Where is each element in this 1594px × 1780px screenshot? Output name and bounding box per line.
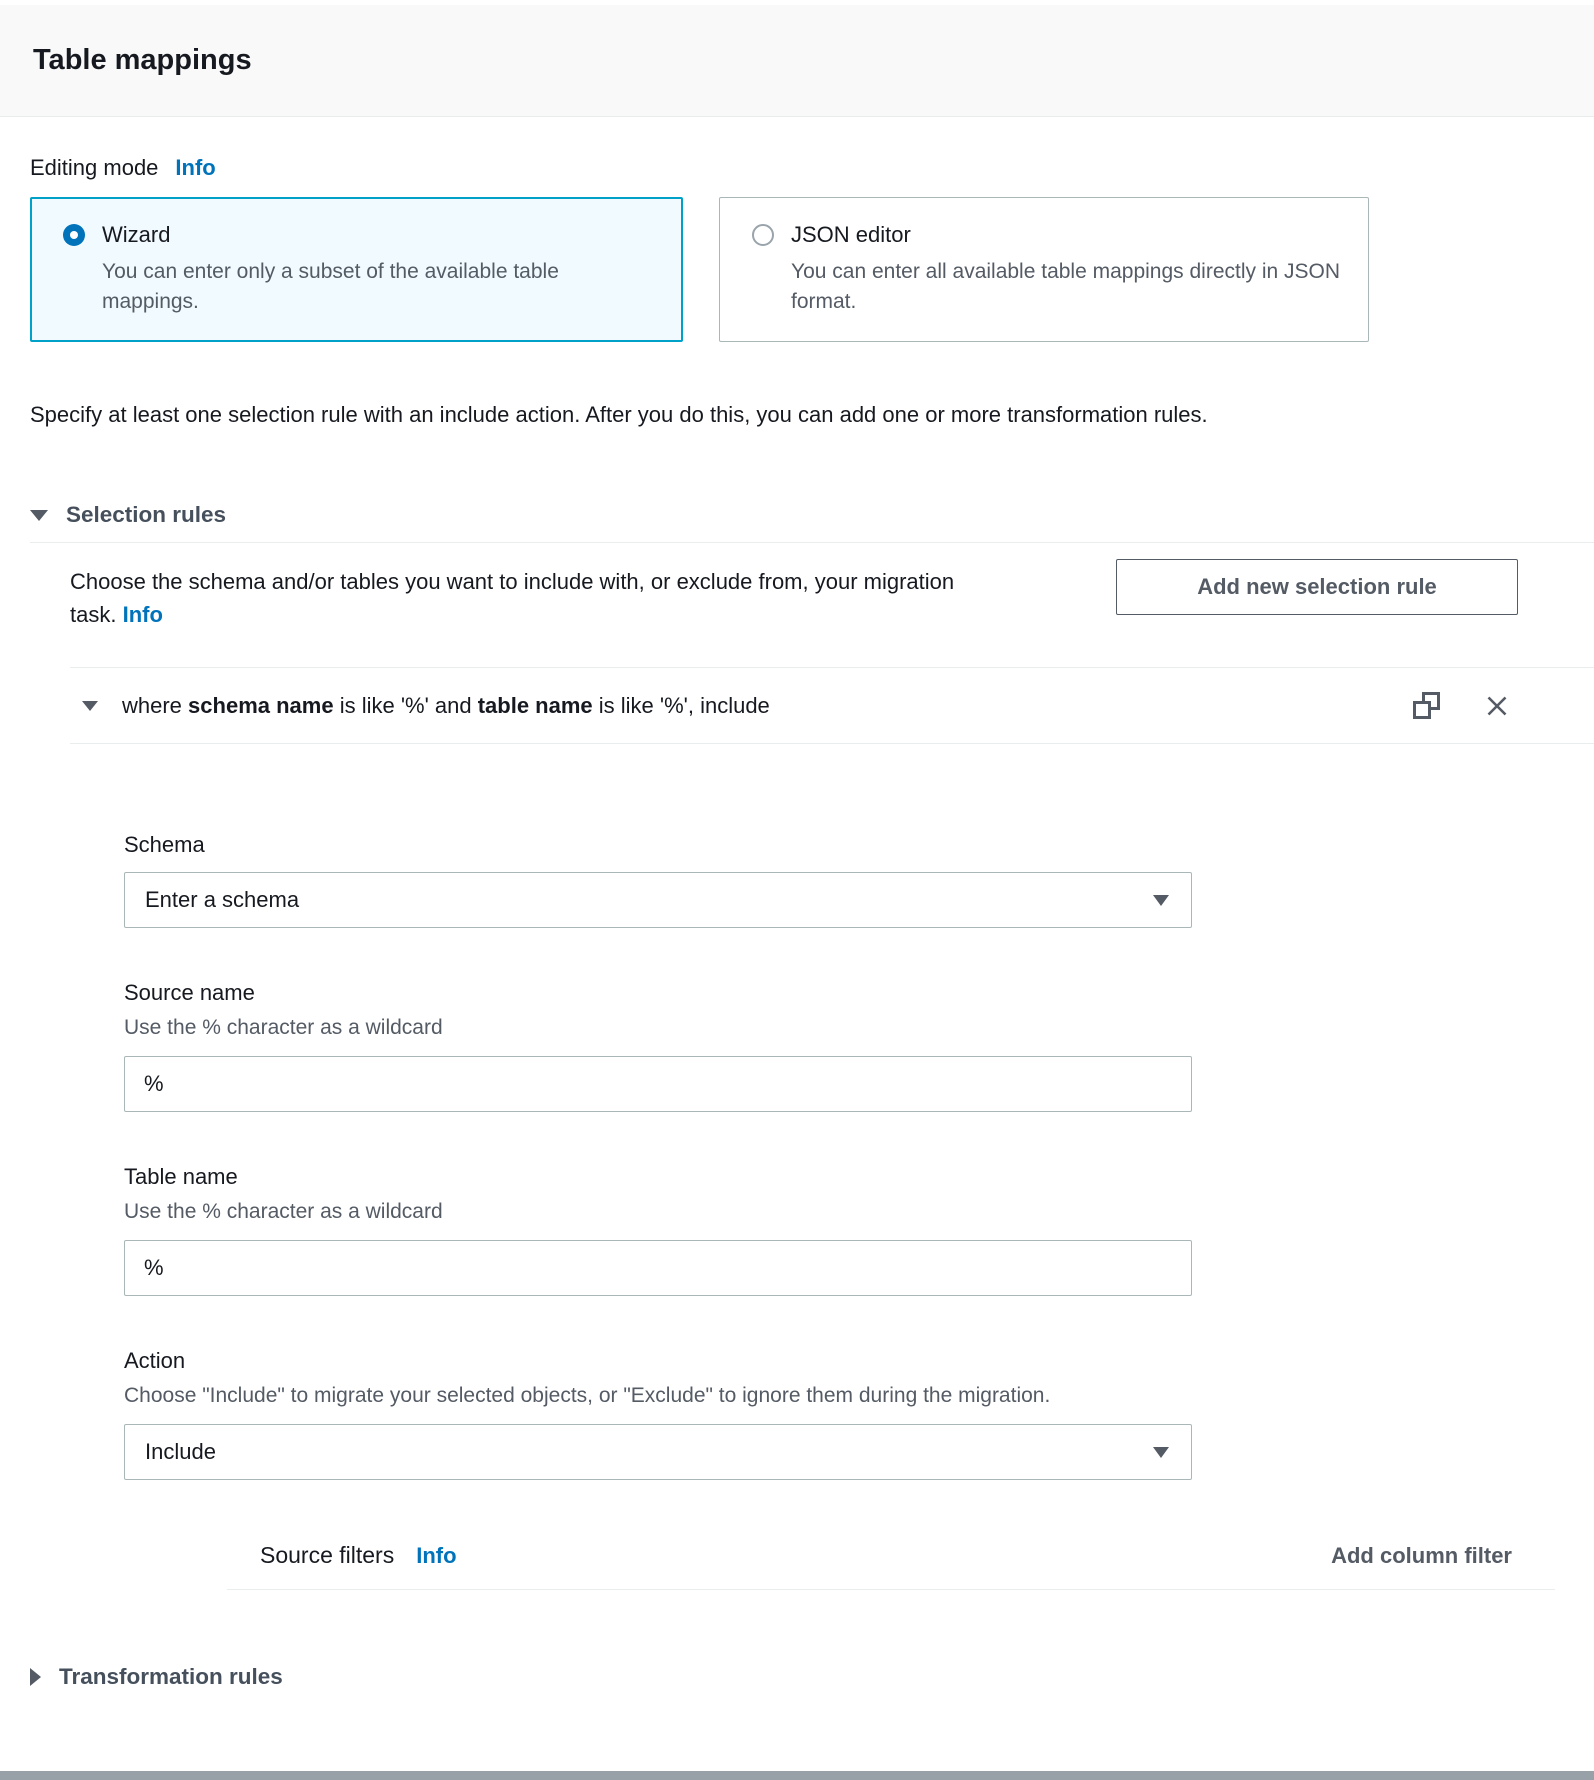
- rule-summary-tail: is like '%', include: [592, 692, 770, 718]
- duplicate-rule-icon[interactable]: [1413, 692, 1440, 719]
- rule-summary-table-field: table name: [477, 692, 593, 718]
- editing-mode-options: [30, 197, 1564, 342]
- action-select[interactable]: [124, 1424, 1192, 1480]
- caret-right-icon: [30, 1668, 41, 1686]
- table-name-field: [124, 1164, 1564, 1296]
- chevron-down-icon: [1153, 895, 1169, 906]
- source-name-label: Source name: [124, 980, 255, 1006]
- remove-rule-icon[interactable]: [1484, 693, 1510, 719]
- chevron-down-icon: [1153, 1447, 1169, 1458]
- add-selection-rule-button[interactable]: Add new selection rule: [1116, 559, 1518, 615]
- wizard-option-description: You can enter only a subset of the available table mappings.: [102, 260, 559, 313]
- selection-rules-header[interactable]: [30, 502, 1564, 528]
- json-editor-option-description: You can enter all available table mappings directly in JSON format.: [791, 260, 1341, 313]
- rule-caret-down-icon[interactable]: [82, 701, 98, 711]
- schema-label: Schema: [124, 832, 205, 858]
- action-label: Action: [124, 1348, 186, 1374]
- action-hint: Choose "Include" to migrate your selected objects, or "Exclude" to ignore them during the migration.: [124, 1384, 1051, 1408]
- rule-form: [124, 832, 1564, 1590]
- copy-icon-front-square: [1413, 701, 1431, 719]
- bottom-bar: [0, 1771, 1594, 1780]
- selection-rule-card: [70, 667, 1564, 1590]
- selection-rules-title: Selection rules: [66, 502, 227, 528]
- source-name-field: [124, 980, 1564, 1112]
- json-editor-option-head: [752, 222, 1344, 248]
- editing-mode-label: Editing mode: [30, 155, 159, 180]
- editing-mode-row: [30, 155, 1564, 181]
- intro-text: Specify at least one selection rule with an include action. After you do this, you can add one or more transformation rules.: [30, 402, 1208, 427]
- source-filters-section: [260, 1542, 1564, 1590]
- rule-summary: [122, 693, 770, 719]
- wizard-radio[interactable]: [63, 224, 85, 246]
- rule-summary-mid: is like '%' and: [333, 692, 478, 718]
- caret-down-icon: [30, 510, 48, 521]
- source-filters-divider: [227, 1589, 1555, 1590]
- transformation-rules-title: Transformation rules: [59, 1664, 283, 1690]
- json-editor-radio[interactable]: [752, 224, 774, 246]
- add-column-filter-button[interactable]: Add column filter: [1331, 1542, 1512, 1568]
- wizard-option-head: [63, 222, 658, 248]
- source-filters-info-link[interactable]: Info: [416, 1542, 457, 1568]
- rule-summary-row: [70, 668, 1564, 743]
- source-filters-label: Source filters: [260, 1542, 395, 1569]
- table-mappings-panel: [0, 155, 1594, 1690]
- rule-summary-where: where: [122, 692, 189, 718]
- action-field: [124, 1348, 1564, 1480]
- rule-actions: [1413, 692, 1510, 719]
- table-name-input[interactable]: [124, 1240, 1192, 1296]
- selection-rules-description: [70, 565, 975, 631]
- selection-rules-description-text: Choose the schema and/or tables you want to include with, or exclude from, your migration task.: [70, 569, 955, 628]
- action-select-value: Include: [145, 1439, 216, 1465]
- radio-dot: [70, 231, 78, 239]
- schema-select-value: Enter a schema: [145, 887, 300, 913]
- source-name-hint: Use the % character as a wildcard: [124, 1016, 443, 1040]
- editing-mode-info-link[interactable]: Info: [175, 155, 216, 180]
- selection-rules-intro-row: [70, 565, 1564, 631]
- table-name-label: Table name: [124, 1164, 238, 1190]
- json-editor-option-label: JSON editor: [791, 222, 911, 247]
- source-filters-header-row: [260, 1542, 1564, 1569]
- schema-field: [124, 832, 1564, 928]
- page-title: Table mappings: [33, 44, 252, 76]
- selection-rules-info-link[interactable]: Info: [122, 602, 163, 628]
- panel-header: [0, 5, 1594, 117]
- source-name-input[interactable]: [124, 1056, 1192, 1112]
- table-name-hint: Use the % character as a wildcard: [124, 1200, 443, 1224]
- wizard-option-label: Wizard: [102, 222, 171, 247]
- rule-summary-divider: [70, 743, 1594, 744]
- selection-rules-body: [70, 565, 1564, 1590]
- section-divider: [30, 542, 1594, 543]
- transformation-rules-header[interactable]: [30, 1664, 1564, 1690]
- editing-mode-option-wizard[interactable]: [30, 197, 683, 342]
- schema-select[interactable]: [124, 872, 1192, 928]
- editing-mode-option-json-editor[interactable]: [719, 197, 1369, 342]
- rule-summary-schema-field: schema name: [188, 692, 334, 718]
